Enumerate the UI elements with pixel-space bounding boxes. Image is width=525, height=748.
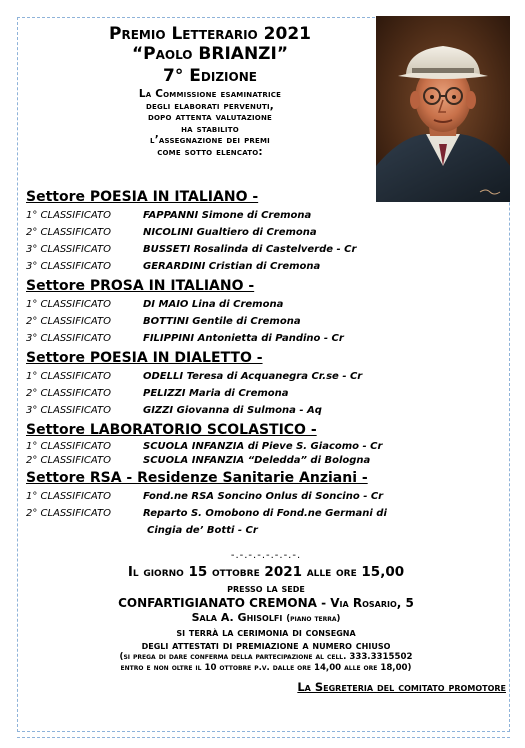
winner-name: FAPPANNI Simone di Cremona — [143, 210, 312, 221]
venue-room — [26, 611, 506, 626]
list-item — [26, 402, 506, 419]
ceremony-date: Il giorno 15 ottobre 2021 alle ore 15,00 — [127, 564, 405, 580]
section-title-rsa: Settore RSA - Residenze Sanitarie Anziani - — [26, 470, 368, 486]
winner-name: SCUOLA INFANZIA di Pieve S. Giacomo - Cr — [143, 441, 383, 452]
winner-name: PELIZZI Maria di Cremona — [143, 388, 289, 399]
ceremony-info — [26, 550, 506, 694]
list-item — [26, 368, 506, 385]
list-item — [26, 258, 506, 275]
list-item — [26, 488, 506, 505]
list-item — [26, 224, 506, 241]
list-item — [26, 296, 506, 313]
room-name: Sala A. Ghisolfi — [191, 611, 283, 624]
winner-name: SCUOLA INFANZIA “Deledda” di Bologna — [143, 454, 371, 466]
winner-name: GERARDINI Cristian di Cremona — [143, 261, 321, 272]
rank-label: 2° CLASSIFICATO — [26, 508, 111, 519]
intro-text — [40, 89, 380, 159]
rank-label: 1° CLASSIFICATO — [26, 441, 111, 452]
rank-label: 2° CLASSIFICATO — [26, 227, 111, 238]
intro-line: come sotto elencato: — [157, 145, 263, 158]
winner-name: BOTTINI Gentile di Cremona — [143, 316, 301, 327]
intro-line: dopo attenta valutazione — [147, 111, 272, 124]
edition: 7° Edizione — [163, 66, 257, 86]
intro-line: La Commissione esaminatrice — [138, 88, 282, 100]
winner-name: ODELLI Teresa di Acquanegra Cr.se - Cr — [143, 371, 363, 382]
intro-line: ha stabilito — [181, 122, 239, 135]
rank-label: 1° CLASSIFICATO — [26, 371, 111, 382]
winner-continuation: Cingia de’ Botti - Cr — [147, 525, 258, 536]
venue-address: CONFARTIGIANATO CREMONA - Via Rosario, 5 — [118, 596, 414, 610]
signature: La Segreteria del comitato promotore — [297, 680, 506, 694]
list-item — [26, 207, 506, 224]
bottom-border — [17, 737, 510, 738]
winner-name: FILIPPINI Antonietta di Pandino - Cr — [143, 333, 344, 344]
separator: -.-.-.-.-.-.-.-. — [230, 550, 302, 561]
list-item — [26, 313, 506, 330]
award-subtitle: “Paolo BRIANZI” — [131, 44, 289, 64]
list-item — [26, 330, 506, 347]
venue-intro: presso la sede — [227, 582, 305, 595]
intro-line: degli elaborati pervenuti, — [146, 99, 274, 112]
section-title-poesia-italiano: Settore POESIA IN ITALIANO - — [26, 189, 259, 205]
header — [40, 24, 380, 159]
section-title-poesia-dialetto: Settore POESIA IN DIALETTO - — [26, 350, 263, 366]
portrait-painting — [376, 16, 510, 202]
section-title-laboratorio: Settore LABORATORIO SCOLASTICO - — [26, 422, 317, 438]
list-item — [26, 440, 506, 454]
rsvp-deadline: entro e non oltre il 10 ottobre p.v. dalle ore 14,00 alle ore 18,00) — [120, 662, 412, 673]
winner-name: GIZZI Giovanna di Sulmona - Aq — [143, 405, 322, 416]
section-title-prosa-italiano: Settore PROSA IN ITALIANO - — [26, 278, 255, 294]
list-item — [26, 454, 506, 468]
list-item — [26, 241, 506, 258]
rank-label: 1° CLASSIFICATO — [26, 491, 111, 502]
ceremony-text: si terrà la cerimonia di consegna — [176, 626, 356, 639]
rank-label: 2° CLASSIFICATO — [26, 454, 111, 466]
list-item — [26, 385, 506, 402]
rank-label: 3° CLASSIFICATO — [26, 405, 111, 416]
rsvp-note: (si prega di dare conferma della partecipazione al cell. 333.3315502 — [119, 652, 413, 662]
winner-name: BUSSETI Rosalinda di Castelverde - Cr — [143, 244, 357, 255]
winner-name: NICOLINI Gualtiero di Cremona — [143, 227, 317, 238]
intro-line: l’assegnazione dei premi — [150, 134, 270, 147]
rank-label: 1° CLASSIFICATO — [26, 210, 111, 221]
rank-label: 3° CLASSIFICATO — [26, 261, 111, 272]
certificates-text: degli attestati di premiazione a numero chiuso — [141, 639, 391, 652]
rank-label: 2° CLASSIFICATO — [26, 316, 111, 327]
award-title: Premio Letterario 2021 — [109, 24, 311, 44]
winner-name: Fond.ne RSA Soncino Onlus di Soncino - Cr — [143, 491, 384, 502]
rank-label: 3° CLASSIFICATO — [26, 333, 111, 344]
rank-label: 3° CLASSIFICATO — [26, 244, 111, 255]
rank-label: 2° CLASSIFICATO — [26, 388, 111, 399]
rank-label: 1° CLASSIFICATO — [26, 299, 111, 310]
results-list — [26, 188, 506, 540]
list-item — [26, 505, 506, 522]
winner-name: DI MAIO Lina di Cremona — [143, 299, 284, 310]
room-floor: (piano terra) — [286, 614, 341, 624]
winner-name: Reparto S. Omobono di Fond.ne Germani di — [143, 508, 387, 519]
portrait-image — [376, 16, 510, 202]
